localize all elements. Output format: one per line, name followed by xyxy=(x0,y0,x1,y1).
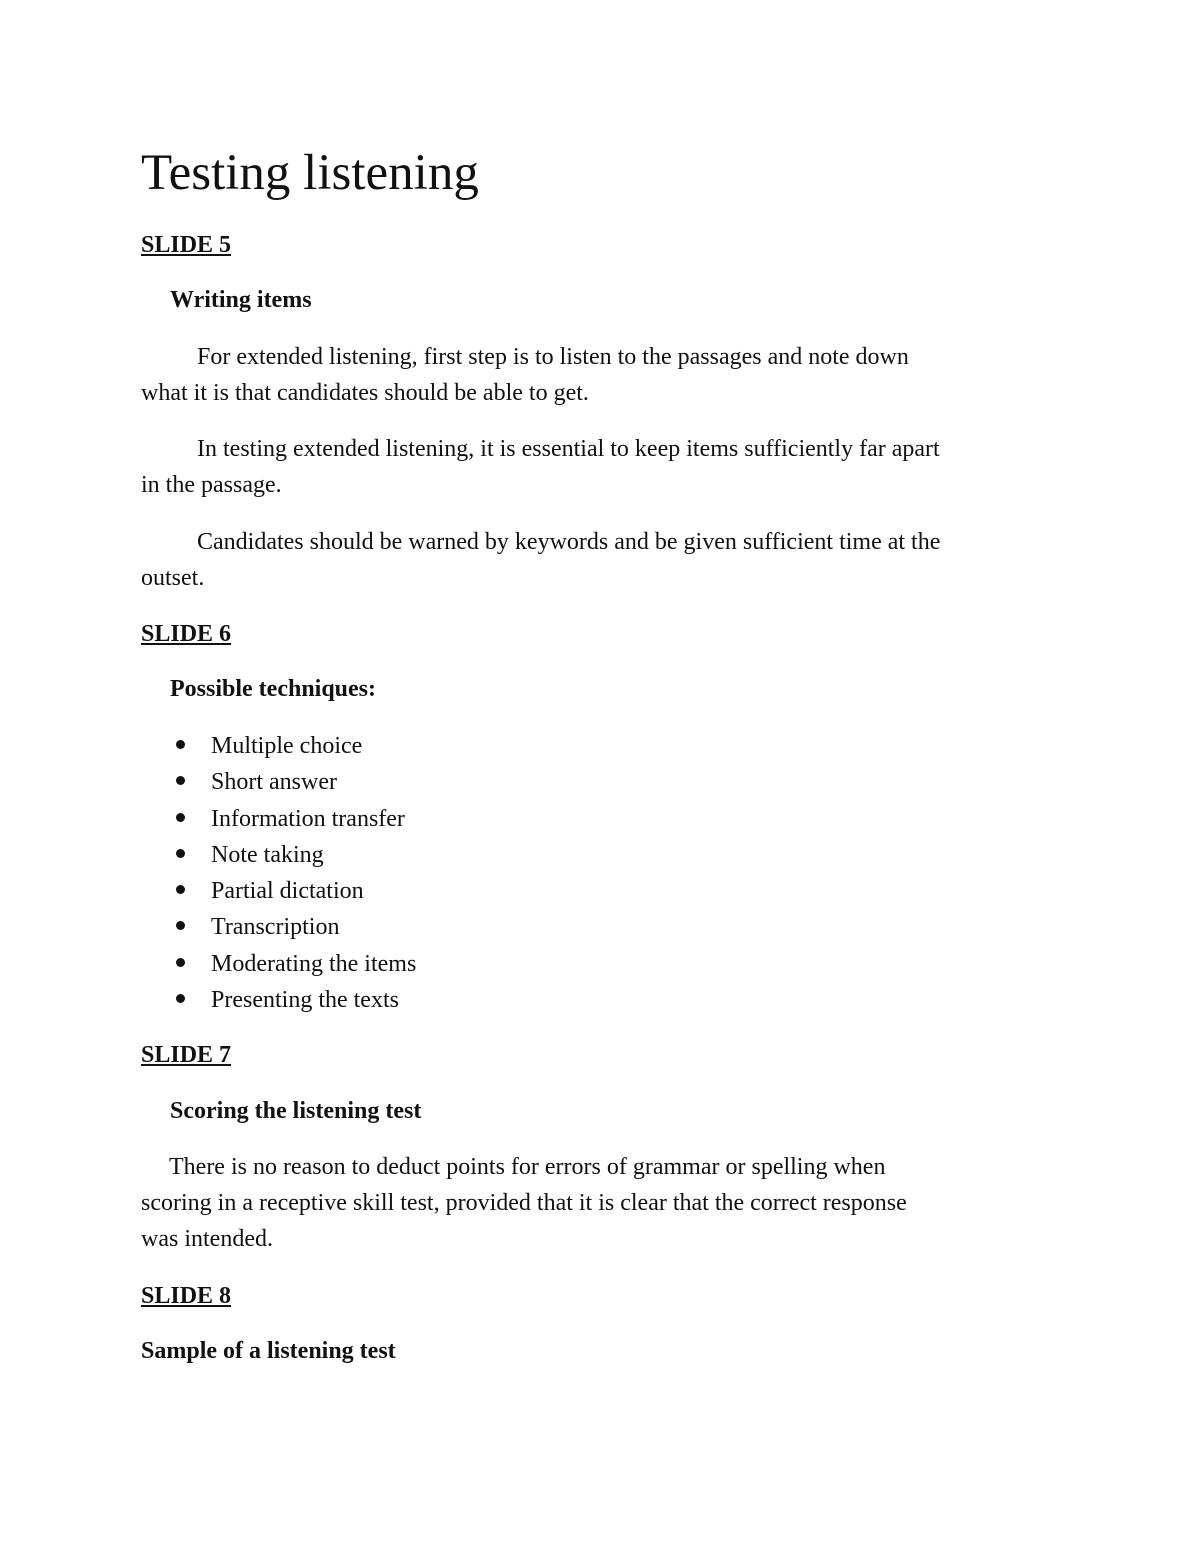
paragraph-line: what it is that candidates should be able to get. xyxy=(141,380,589,406)
bullet-icon xyxy=(176,849,185,858)
list-item-label: Note taking xyxy=(211,841,324,868)
list-item xyxy=(170,728,416,764)
list-item xyxy=(170,946,416,982)
list-item-label: Information transfer xyxy=(211,805,405,832)
list-item xyxy=(170,982,416,1018)
paragraph-line: Candidates should be warned by keywords and be given sufficient time at the xyxy=(197,529,941,555)
list-item-label: Moderating the items xyxy=(211,950,417,977)
slide-6-label: SLIDE 6 xyxy=(141,621,232,647)
list-item xyxy=(170,909,416,945)
paragraph-line: was intended. xyxy=(141,1226,273,1252)
slide-7-heading: Scoring the listening test xyxy=(170,1098,422,1124)
list-item-label: Partial dictation xyxy=(211,878,364,905)
bullet-icon xyxy=(176,921,185,930)
list-item xyxy=(170,837,416,873)
slide-5-label: SLIDE 5 xyxy=(141,232,232,258)
slide-5-paragraph-2 xyxy=(141,431,1061,503)
bullet-icon xyxy=(176,885,185,894)
paragraph-line: in the passage. xyxy=(141,472,282,498)
list-item-label: Transcription xyxy=(211,914,340,941)
slide-5-heading: Writing items xyxy=(170,287,312,313)
bullet-icon xyxy=(176,958,185,967)
techniques-list xyxy=(170,728,416,1018)
slide-7-label: SLIDE 7 xyxy=(141,1042,232,1068)
bullet-icon xyxy=(176,994,185,1003)
slide-8-heading: Sample of a listening test xyxy=(141,1338,396,1364)
paragraph-line: There is no reason to deduct points for errors of grammar or spelling when xyxy=(169,1154,886,1180)
slide-5-paragraph-1 xyxy=(141,339,1061,411)
list-item xyxy=(170,801,416,837)
list-item-label: Presenting the texts xyxy=(211,987,399,1014)
paragraph-line: In testing extended listening, it is essential to keep items sufficiently far apart xyxy=(197,436,940,462)
slide-5-paragraph-3 xyxy=(141,524,1061,596)
paragraph-line: outset. xyxy=(141,565,205,591)
paragraph-line: For extended listening, first step is to listen to the passages and note down xyxy=(197,344,909,370)
paragraph-line: scoring in a receptive skill test, provided that it is clear that the correct response xyxy=(141,1190,907,1216)
page-title: Testing listening xyxy=(141,145,479,201)
list-item xyxy=(170,873,416,909)
bullet-icon xyxy=(176,776,185,785)
list-item-label: Short answer xyxy=(211,769,337,796)
bullet-icon xyxy=(176,740,185,749)
bullet-icon xyxy=(176,813,185,822)
slide-7-paragraph xyxy=(141,1149,1061,1257)
list-item xyxy=(170,764,416,800)
slide-8-label: SLIDE 8 xyxy=(141,1283,232,1309)
slide-6-heading: Possible techniques: xyxy=(170,676,377,702)
list-item-label: Multiple choice xyxy=(211,733,363,759)
